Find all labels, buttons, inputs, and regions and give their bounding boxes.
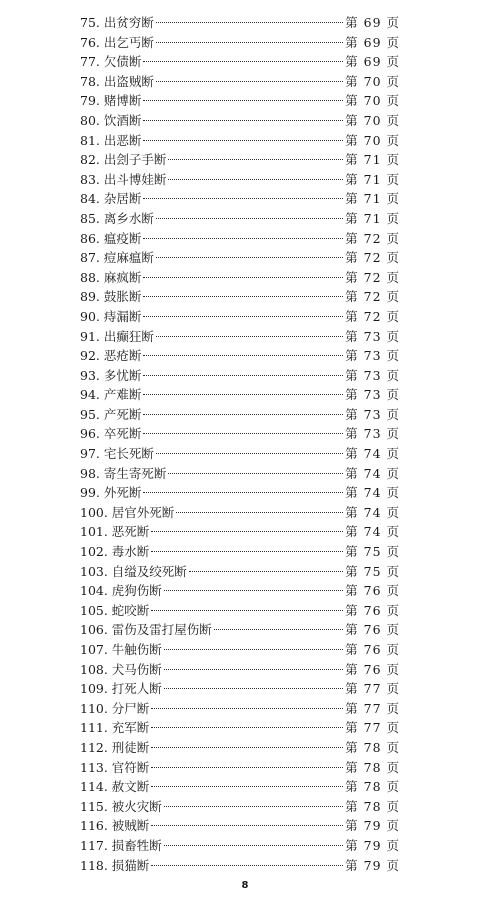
toc-entry	[80, 13, 400, 33]
toc-entry-page: 第 74 页	[345, 485, 400, 501]
toc-entry	[80, 522, 400, 542]
toc-entry	[80, 268, 400, 288]
toc-entry-page: 第 76 页	[345, 602, 400, 618]
toc-entry-title: 114. 赦文断	[80, 779, 150, 795]
toc-entry	[80, 679, 400, 699]
toc-entry-page: 第 75 页	[345, 544, 400, 560]
toc-entry-title: 110. 分尸断	[80, 700, 150, 716]
dot-leader	[164, 845, 343, 846]
dot-leader	[151, 708, 343, 709]
toc-entry-page: 第 75 页	[345, 563, 400, 579]
toc-entry-page: 第 74 页	[345, 446, 400, 462]
toc-entry-page: 第 70 页	[345, 93, 400, 109]
toc-entry-title: 93. 多忧断	[80, 367, 142, 383]
dot-leader	[143, 277, 343, 278]
toc-entry	[80, 620, 400, 640]
toc-entry-title: 105. 蛇咬断	[80, 602, 150, 618]
toc-entry-page: 第 77 页	[345, 700, 400, 716]
dot-leader	[164, 806, 343, 807]
table-of-contents	[80, 13, 400, 875]
toc-entry-title: 100. 居官外死断	[80, 504, 175, 520]
toc-entry-page: 第 71 页	[345, 210, 400, 226]
dot-leader	[151, 825, 343, 826]
toc-entry-title: 91. 出癫狂断	[80, 328, 154, 344]
toc-entry-title: 96. 卒死断	[80, 426, 142, 442]
dot-leader	[151, 610, 343, 611]
dot-leader	[143, 120, 343, 121]
toc-entry	[80, 33, 400, 53]
toc-entry-page: 第 73 页	[345, 426, 400, 442]
toc-entry-title: 116. 被贼断	[80, 818, 150, 834]
toc-entry-title: 99. 外死断	[80, 485, 142, 501]
toc-entry-page: 第 72 页	[345, 269, 400, 285]
toc-entry-title: 89. 鼓胀断	[80, 289, 142, 305]
toc-entry	[80, 797, 400, 817]
toc-entry	[80, 366, 400, 386]
toc-entry	[80, 660, 400, 680]
toc-entry-page: 第 72 页	[345, 230, 400, 246]
dot-leader	[156, 257, 343, 258]
toc-entry-page: 第 70 页	[345, 73, 400, 89]
dot-leader	[176, 512, 343, 513]
dot-leader	[164, 590, 343, 591]
dot-leader	[156, 42, 343, 43]
dot-leader	[151, 747, 343, 748]
toc-entry-title: 88. 麻疯断	[80, 269, 142, 285]
toc-entry-page: 第 78 页	[345, 779, 400, 795]
toc-entry-title: 90. 痔漏断	[80, 308, 142, 324]
toc-entry-title: 101. 恶死断	[80, 524, 150, 540]
toc-entry-title: 107. 牛触伤断	[80, 642, 162, 657]
toc-entry-title: 84. 杂居断	[80, 191, 142, 207]
toc-entry-page: 第 69 页	[345, 54, 400, 70]
dot-leader	[151, 531, 343, 532]
toc-entry	[80, 209, 400, 229]
toc-entry-page: 第 72 页	[345, 289, 400, 305]
toc-entry	[80, 327, 400, 347]
toc-entry-page: 第 73 页	[345, 348, 400, 364]
dot-leader	[151, 727, 343, 728]
toc-entry-title: 77. 欠债断	[80, 54, 142, 70]
dot-leader	[168, 473, 343, 474]
toc-entry	[80, 72, 400, 92]
toc-entry-title: 83. 出斗博娃断	[80, 171, 167, 187]
toc-entry	[80, 816, 400, 836]
toc-entry	[80, 131, 400, 151]
toc-entry-page: 第 78 页	[345, 739, 400, 755]
dot-leader	[156, 336, 343, 337]
toc-entry	[80, 111, 400, 131]
dot-leader	[164, 649, 343, 650]
dot-leader	[143, 355, 343, 356]
dot-leader	[143, 61, 343, 62]
dot-leader	[156, 453, 343, 454]
toc-entry-title: 78. 出盗贼断	[80, 73, 154, 89]
toc-entry-page: 第 72 页	[345, 308, 400, 324]
toc-entry-title: 80. 饮酒断	[80, 112, 142, 128]
toc-entry-title: 87. 痘麻瘟断	[80, 250, 154, 266]
toc-entry	[80, 542, 400, 562]
toc-entry	[80, 483, 400, 503]
toc-entry-title: 102. 毒水断	[80, 544, 150, 560]
toc-entry-title: 97. 宅长死断	[80, 446, 154, 462]
toc-entry	[80, 581, 400, 601]
toc-entry	[80, 836, 400, 856]
dot-leader	[143, 394, 343, 395]
toc-entry	[80, 503, 400, 523]
toc-entry-page: 第 79 页	[345, 857, 400, 873]
toc-entry-page: 第 76 页	[345, 622, 400, 638]
toc-entry-title: 79. 赌博断	[80, 93, 142, 109]
toc-entry-page: 第 71 页	[345, 171, 400, 187]
toc-entry-page: 第 70 页	[345, 132, 400, 148]
dot-leader	[143, 238, 343, 239]
toc-entry-title: 92. 恶疮断	[80, 348, 142, 364]
dot-leader	[151, 767, 343, 768]
dot-leader	[156, 218, 343, 219]
toc-entry-page: 第 77 页	[345, 720, 400, 736]
toc-entry	[80, 738, 400, 758]
dot-leader	[143, 316, 343, 317]
dot-leader	[143, 433, 343, 434]
toc-entry	[80, 405, 400, 425]
toc-entry-title: 112. 刑徒断	[80, 739, 150, 755]
toc-entry	[80, 601, 400, 621]
dot-leader	[164, 669, 343, 670]
toc-entry	[80, 248, 400, 268]
toc-entry-title: 82. 出刽子手断	[80, 152, 167, 168]
toc-entry-page: 第 73 页	[345, 406, 400, 422]
toc-entry	[80, 52, 400, 72]
toc-entry	[80, 385, 400, 405]
toc-entry	[80, 699, 400, 719]
toc-entry-title: 115. 被火灾断	[80, 798, 162, 814]
toc-entry-title: 111. 充军断	[80, 720, 150, 736]
dot-leader	[143, 140, 343, 141]
toc-entry	[80, 562, 400, 582]
dot-leader	[143, 414, 343, 415]
toc-entry-title: 94. 产难断	[80, 387, 142, 403]
toc-entry-title: 113. 官符断	[80, 759, 150, 775]
toc-entry-page: 第 72 页	[345, 250, 400, 266]
dot-leader	[143, 198, 343, 199]
toc-entry	[80, 170, 400, 190]
dot-leader	[143, 492, 343, 493]
toc-entry-page: 第 73 页	[345, 328, 400, 344]
toc-entry	[80, 307, 400, 327]
toc-entry-title: 109. 打死人断	[80, 681, 162, 697]
toc-entry	[80, 346, 400, 366]
toc-entry	[80, 444, 400, 464]
toc-entry	[80, 229, 400, 249]
toc-entry-page: 第 77 页	[345, 681, 400, 697]
dot-leader	[168, 159, 343, 160]
toc-entry-page: 第 74 页	[345, 504, 400, 520]
toc-entry-title: 117. 损畜牲断	[80, 837, 162, 853]
toc-entry-page: 第 79 页	[345, 818, 400, 834]
toc-entry-title: 95. 产死断	[80, 406, 142, 422]
dot-leader	[156, 22, 343, 23]
toc-entry	[80, 189, 400, 209]
dot-leader	[156, 81, 343, 82]
toc-entry-page: 第 76 页	[345, 583, 400, 599]
toc-entry-page: 第 71 页	[345, 191, 400, 207]
toc-entry	[80, 464, 400, 484]
toc-entry-title: 86. 瘟疫断	[80, 230, 142, 246]
toc-entry-page: 第 74 页	[345, 465, 400, 481]
dot-leader	[168, 179, 343, 180]
toc-entry-page: 第 70 页	[345, 112, 400, 128]
toc-entry-page: 第 69 页	[345, 15, 400, 30]
toc-entry-title: 118. 损猫断	[80, 857, 150, 873]
toc-entry	[80, 424, 400, 444]
toc-entry	[80, 758, 400, 778]
toc-entry-page: 第 79 页	[345, 837, 400, 853]
dot-leader	[189, 571, 343, 572]
toc-entry	[80, 287, 400, 307]
toc-entry-title: 81. 出恶断	[80, 132, 142, 148]
toc-entry-title: 85. 离乡水断	[80, 210, 154, 226]
toc-entry-page: 第 76 页	[345, 661, 400, 677]
toc-entry-page: 第 78 页	[345, 759, 400, 775]
toc-entry-page: 第 78 页	[345, 798, 400, 814]
toc-entry-page: 第 76 页	[345, 642, 400, 657]
dot-leader	[143, 296, 343, 297]
toc-entry-page: 第 73 页	[345, 367, 400, 383]
toc-entry-page: 第 73 页	[345, 387, 400, 403]
toc-entry	[80, 718, 400, 738]
toc-entry-title: 104. 虎狗伤断	[80, 583, 162, 599]
toc-entry-title: 75. 出贫穷断	[80, 15, 154, 30]
page-number: 8	[241, 880, 249, 891]
dot-leader	[151, 865, 343, 866]
toc-entry-title: 108. 犬马伤断	[80, 661, 162, 677]
toc-entry-page: 第 74 页	[345, 524, 400, 540]
toc-entry-title: 98. 寄生寄死断	[80, 465, 167, 481]
toc-entry-title: 76. 出乞丐断	[80, 34, 154, 50]
dot-leader	[164, 688, 343, 689]
toc-entry	[80, 150, 400, 170]
toc-entry-title: 103. 自缢及绞死断	[80, 563, 187, 579]
toc-entry	[80, 640, 400, 660]
toc-entry	[80, 91, 400, 111]
toc-entry-page: 第 71 页	[345, 152, 400, 168]
toc-entry-title: 106. 雷伤及雷打屋伤断	[80, 622, 212, 638]
dot-leader	[143, 375, 343, 376]
toc-entry	[80, 856, 400, 876]
toc-entry	[80, 777, 400, 797]
dot-leader	[143, 100, 343, 101]
dot-leader	[214, 629, 343, 630]
dot-leader	[151, 551, 343, 552]
toc-entry-page: 第 69 页	[345, 34, 400, 50]
dot-leader	[151, 786, 343, 787]
